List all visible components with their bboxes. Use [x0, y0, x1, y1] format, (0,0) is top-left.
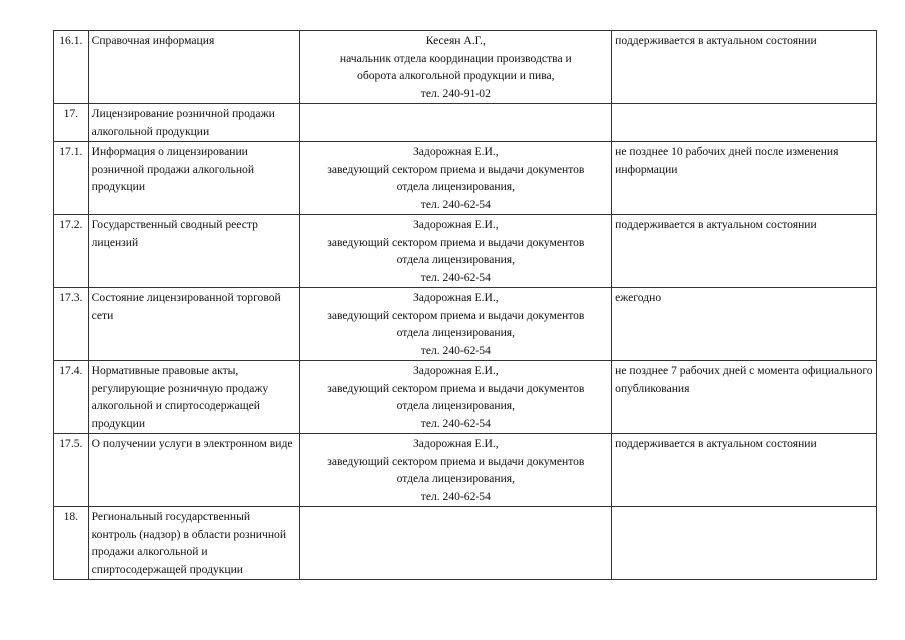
responsible-department: оборота алкогольной продукции и пива, [357, 69, 555, 82]
row-number: 17. [54, 104, 89, 142]
row-term: не позднее 7 рабочих дней с момента официального опубликования [612, 361, 877, 434]
responsible-name: Задорожная Е.И., [412, 291, 499, 304]
responsible-phone: тел. 240-62-54 [420, 197, 491, 211]
table-row [54, 434, 877, 507]
row-responsible [300, 31, 612, 104]
responsible-phone: тел. 240-91-02 [420, 86, 491, 100]
row-responsible [300, 434, 612, 507]
responsible-name: Задорожная Е.И., [412, 437, 499, 450]
table-row [54, 104, 877, 142]
responsible-phone: тел. 240-62-54 [420, 270, 491, 284]
row-responsible [300, 507, 612, 580]
row-term: поддерживается в актуальном состоянии [612, 215, 877, 288]
table-row [54, 31, 877, 104]
row-number: 16.1. [54, 31, 89, 104]
info-table [53, 30, 877, 580]
row-term: ежегодно [612, 288, 877, 361]
row-title: Нормативные правовые акты, регулирующие розничную продажу алкогольной и спиртосодержащей продукции [88, 361, 300, 434]
responsible-department: отдела лицензирования, [396, 326, 516, 339]
row-term [612, 507, 877, 580]
responsible-position: заведующий сектором приема и выдачи документов [327, 308, 585, 322]
responsible-position: начальник отдела координации производства и [339, 51, 572, 65]
table-row [54, 215, 877, 288]
row-title: Государственный сводный реестр лицензий [88, 215, 300, 288]
row-number: 17.1. [54, 142, 89, 215]
row-number: 17.4. [54, 361, 89, 434]
responsible-name: Кесеян А.Г., [425, 34, 486, 47]
row-responsible [300, 215, 612, 288]
row-number: 17.3. [54, 288, 89, 361]
table-row [54, 507, 877, 580]
responsible-department: отдела лицензирования, [396, 399, 516, 412]
responsible-position: заведующий сектором приема и выдачи документов [327, 162, 585, 176]
row-title: Справочная информация [88, 31, 300, 104]
responsible-phone: тел. 240-62-54 [420, 416, 491, 430]
responsible-name: Задорожная Е.И., [412, 145, 499, 158]
row-term [612, 104, 877, 142]
responsible-position: заведующий сектором приема и выдачи документов [327, 454, 585, 468]
table-row [54, 288, 877, 361]
row-number: 18. [54, 507, 89, 580]
responsible-phone: тел. 240-62-54 [420, 343, 491, 357]
table-row [54, 142, 877, 215]
responsible-position: заведующий сектором приема и выдачи документов [327, 235, 585, 249]
responsible-position: заведующий сектором приема и выдачи документов [327, 381, 585, 395]
row-number: 17.2. [54, 215, 89, 288]
responsible-phone: тел. 240-62-54 [420, 489, 491, 503]
row-responsible [300, 104, 612, 142]
row-term: не позднее 10 рабочих дней после изменения информации [612, 142, 877, 215]
row-responsible [300, 142, 612, 215]
table-row [54, 361, 877, 434]
row-title: О получении услуги в электронном виде [88, 434, 300, 507]
responsible-department: отдела лицензирования, [396, 180, 516, 193]
row-title: Региональный государственный контроль (надзор) в области розничной продажи алкогольной и спиртосодержащей продукции [88, 507, 300, 580]
row-number: 17.5. [54, 434, 89, 507]
row-term: поддерживается в актуальном состоянии [612, 31, 877, 104]
row-responsible [300, 288, 612, 361]
responsible-name: Задорожная Е.И., [412, 218, 499, 231]
row-title: Состояние лицензированной торговой сети [88, 288, 300, 361]
responsible-name: Задорожная Е.И., [412, 364, 499, 377]
row-title: Лицензирование розничной продажи алкогольной продукции [88, 104, 300, 142]
responsible-department: отдела лицензирования, [396, 472, 516, 485]
row-term: поддерживается в актуальном состоянии [612, 434, 877, 507]
row-responsible [300, 361, 612, 434]
row-title: Информация о лицензировании розничной продажи алкогольной продукции [88, 142, 300, 215]
responsible-department: отдела лицензирования, [396, 253, 516, 266]
